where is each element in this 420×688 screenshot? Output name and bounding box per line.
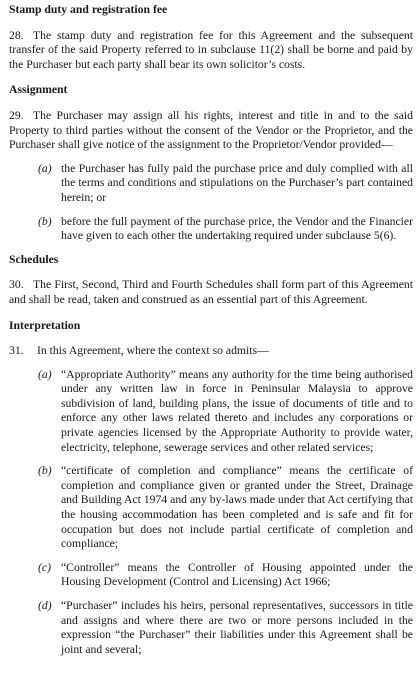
clause-31-items — [9, 368, 413, 658]
section-heading-schedules: Schedules — [9, 252, 59, 266]
item-text: before the full payment of the purchase price, the Vendor and the Financier have given to each other the undertaking required under subclause 5(6). — [61, 214, 413, 243]
clause-29-items — [9, 162, 413, 244]
list-item — [38, 464, 413, 552]
document-page — [9, 3, 413, 666]
item-label: (b) — [38, 464, 52, 478]
clause-text: The stamp duty and registration fee for this Agreement and the subsequent transfer of the said Property referred to in subclause 11(2) shall be borne and paid by the Purchaser but each party shall bear its own solicitor’s costs. — [9, 28, 413, 71]
clause-number: 30. — [9, 278, 24, 292]
item-label: (b) — [38, 214, 52, 228]
section-heading-assignment: Assignment — [9, 83, 68, 97]
item-text: the Purchaser has fully paid the purchase price and duly complied with all the terms and conditions and stipulations on the Purchaser’s part contained herein; or — [61, 161, 413, 204]
clause-31 — [9, 344, 413, 359]
section-heading-interpretation: Interpretation — [9, 318, 81, 332]
item-text: “Appropriate Authority” means any authority for the time being authorised under any written law in force in Peninsular Malaysia to approve subdivision of land, building plans, the issue of documents of title and to enforce any other laws related thereto and includes any corporations or private agencies licensed by the Appropriate Authority to provide water, electricity, telephone, sewerage services and other related services; — [61, 367, 413, 454]
item-label: (d) — [38, 599, 52, 612]
list-item — [38, 368, 413, 456]
clause-number: 29. — [9, 108, 24, 122]
clause-number: 31. — [9, 344, 24, 358]
list-item — [38, 599, 413, 657]
clause-29 — [9, 109, 413, 153]
item-label: (a) — [38, 161, 52, 175]
section-heading-stamp-duty: Stamp duty and registration fee — [9, 3, 168, 16]
item-text: “Purchaser” includes his heirs, personal representatives, successors in title and assigns and where there are two or more persons included in the expression “the Purchaser” their liabilities under this Agreement shall be joint and several; — [61, 599, 413, 656]
item-label: (c) — [38, 560, 51, 574]
clause-text: The Purchaser may assign all his rights, interest and title in and to the said Property to third parties without the consent of the Vendor or the Proprietor, and the Purchaser shall give notice of the assignment to the Proprietor/Vendor provided— — [9, 108, 413, 152]
clause-number: 28. — [9, 28, 24, 42]
list-item — [38, 561, 413, 590]
item-label: (a) — [38, 367, 52, 381]
list-item — [38, 215, 413, 244]
clause-text: In this Agreement, where the context so admits— — [37, 344, 269, 358]
item-text: “certificate of completion and compliance” means the certificate of completion and compliance given or granted under the Street, Drainage and Building Act 1974 and any by-laws made under that Act certifying that the housing accommodation has been completed and is safe and fit for occupation but does not include partial certificate of completion and compliance; — [61, 464, 413, 551]
item-text: “Controller” means the Controller of Housing appointed under the Housing Development (Control and Licensing) Act 1966; — [61, 560, 413, 589]
clause-28 — [9, 29, 413, 73]
list-item — [38, 162, 413, 206]
clause-text: The First, Second, Third and Fourth Schedules shall form part of this Agreement and shall be read, taken and construed as an essential part of this Agreement. — [9, 278, 413, 306]
clause-30 — [9, 278, 413, 307]
